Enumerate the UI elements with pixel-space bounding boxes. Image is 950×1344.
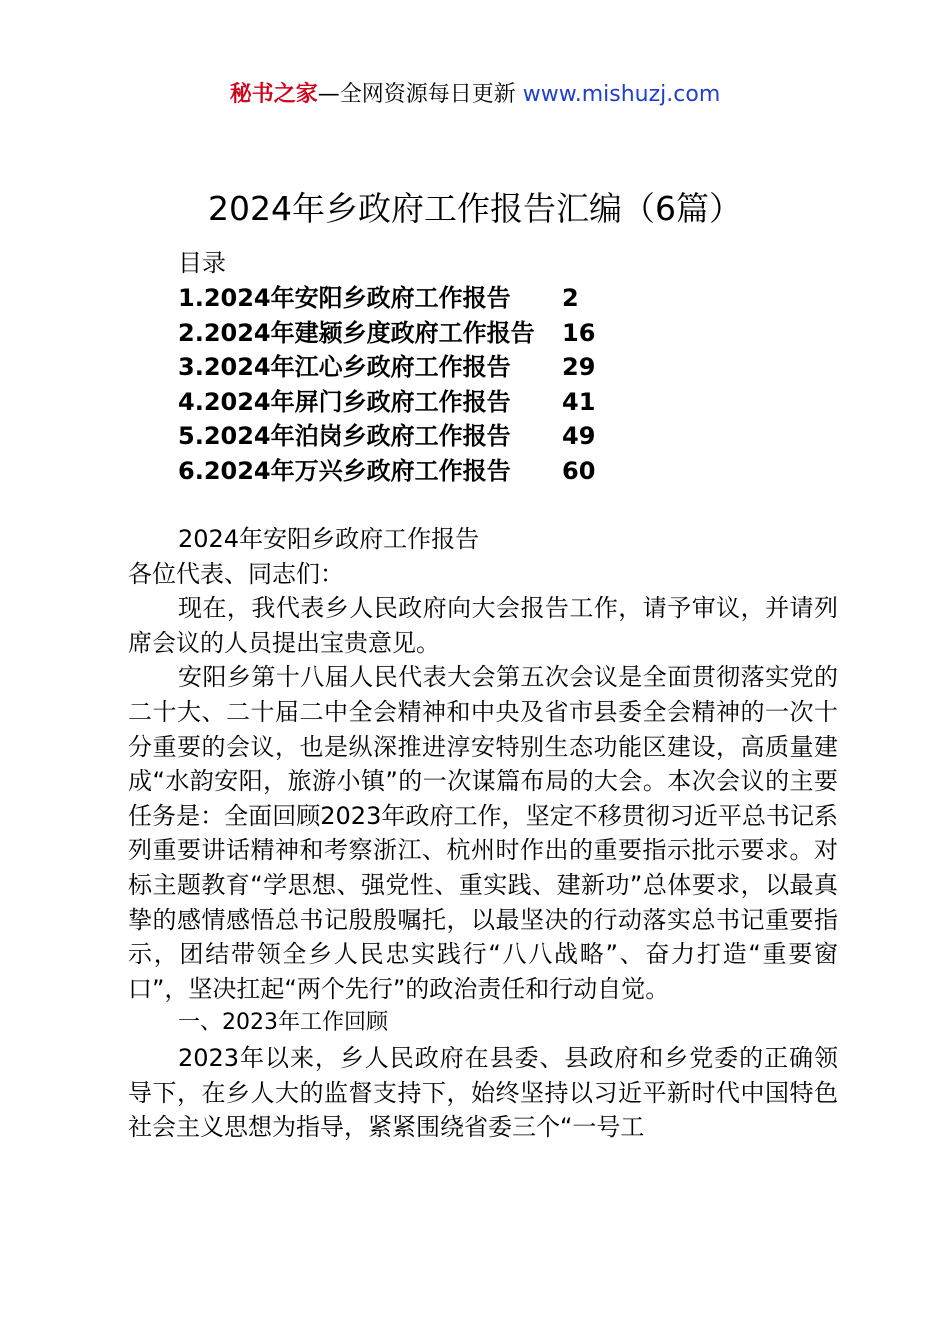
table-of-contents [178,281,738,488]
toc-item-title: 6.2024年万兴乡政府工作报告 [178,456,511,485]
salutation: 各位代表、同志们： [128,559,344,588]
toc-item[interactable] [178,385,738,420]
report-title: 2024年安阳乡政府工作报告 [178,525,480,553]
toc-item[interactable] [178,419,738,454]
section-heading: 一、2023年工作回顾 [178,1010,388,1036]
toc-item[interactable] [178,316,738,351]
toc-item-page: 16 [562,318,596,347]
toc-item-page: 49 [562,422,596,450]
toc-item-title: 4.2024年屏门乡政府工作报告 [178,387,511,416]
site-brand: 秘书之家 [229,82,318,107]
toc-item[interactable] [178,454,738,489]
toc-item-title: 2.2024年建颍乡度政府工作报告 [178,318,535,347]
paragraph: 现在，我代表乡人民政府向大会报告工作，请予审议，并请列席会议的人员提出宝贵意见。 [128,594,838,657]
toc-item-title: 1.2024年安阳乡政府工作报告 [178,284,511,312]
toc-label: 目录 [178,249,226,277]
paragraph: 2023年以来，乡人民政府在县委、县政府和乡党委的正确领导下，在乡人大的监督支持下，始终坚持以习近平新时代中国特色社会主义思想为指导，紧紧围绕省委三个“一号工 [128,1043,838,1142]
toc-item[interactable] [178,281,738,316]
site-header [0,80,950,110]
paragraph: 安阳乡第十八届人民代表大会第五次会议是全面贯彻落实党的二十大、二十届二中全会精神和中央及省市县委全会精神的一次十分重要的会议，也是纵深推进淳安特别生态功能区建设，高质量建成“水韵安阳，旅游小镇”的一次谋篇布局的大会。本次会议的主要任务是：全面回顾2023年政府工作，坚定不移贯彻习近平总书记系列重要讲话精神和考察浙江、杭州时作出的重要指示批示要求。对标主题教育“学思想、强党性、重实践、建新功”总体要求，以最真挚的感情感悟总书记殷殷嘱托，以最坚决的行动落实总书记重要指示，团结带领全乡人民忠实践行“八八战略”、奋力打造“重要窗口”，坚决扛起“两个先行”的政治责任和行动自觉。 [128,663,838,1003]
toc-item[interactable] [178,350,738,385]
toc-item-title: 3.2024年江心乡政府工作报告 [178,353,511,381]
toc-item-page: 29 [562,353,596,381]
site-slogan: —全网资源每日更新 [317,82,523,107]
toc-item-page: 60 [562,456,596,485]
report-body [128,522,838,1145]
site-url-link[interactable]: www.mishuzj.com [522,82,721,107]
toc-item-title: 5.2024年泊岗乡政府工作报告 [178,422,511,450]
document-title: 2024年乡政府工作报告汇编（6篇） [208,189,742,228]
toc-item-page: 41 [562,387,596,416]
toc-item-page: 2 [562,284,579,312]
